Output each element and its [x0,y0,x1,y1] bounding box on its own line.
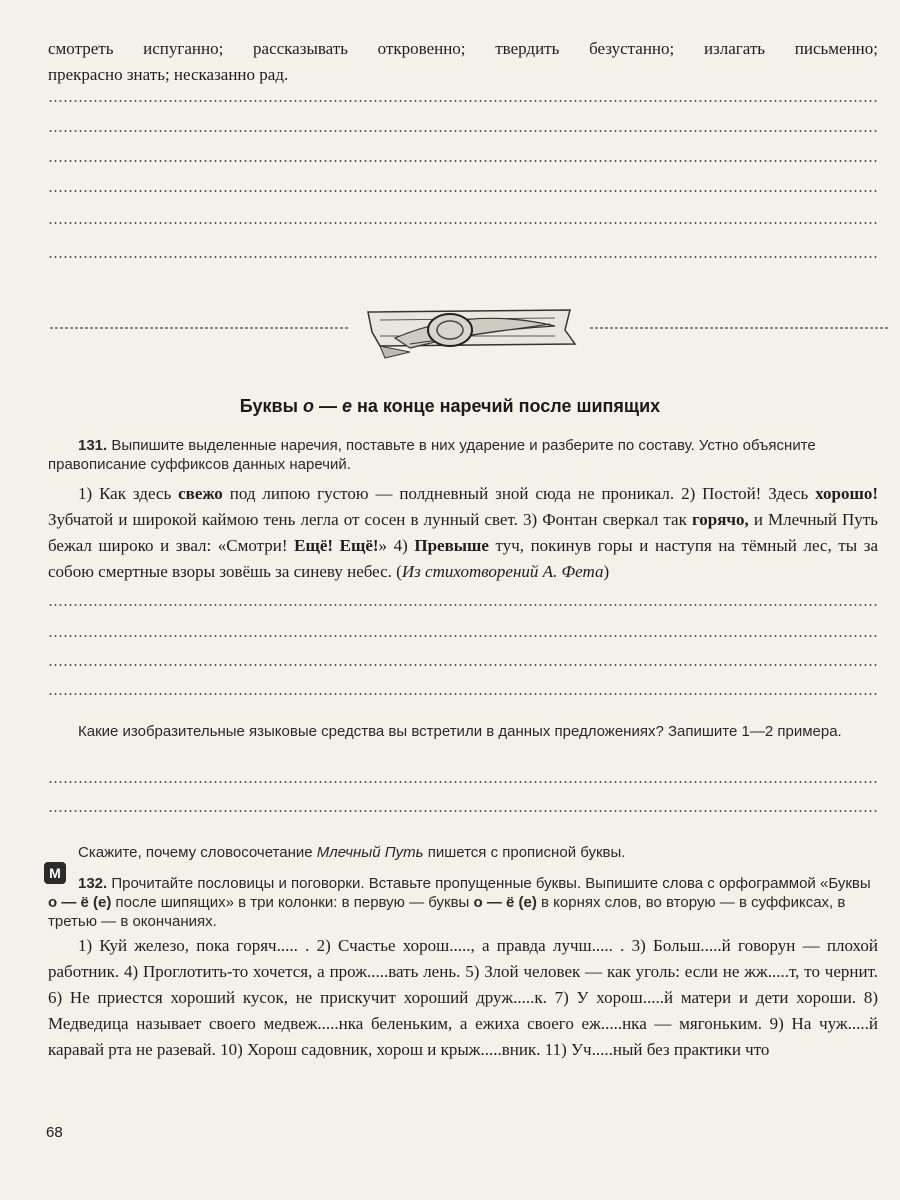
title-text: Буквы [239,396,303,416]
text-span: под липою густою — полдневный зной сюда не проникал. 2) Постой! Здесь [222,484,816,503]
text-span: 1) Как здесь [78,484,179,503]
answer-line[interactable] [48,781,878,783]
answer-line[interactable] [48,635,878,637]
top-line-2: прекрасно знать; несказанно рад. [48,65,289,84]
answer-line[interactable] [48,604,878,606]
exercise-131-question: Какие изобразительные языковые средства вы встретили в данных предложениях? Запишите 1—2 примера. [78,723,842,740]
source-citation: Из стихотворений А. Фета [401,562,604,581]
top-text [48,36,878,88]
exercise-131-text [48,481,878,585]
section-title [0,396,900,417]
answer-line[interactable] [48,256,878,258]
text-span: Зубчатой и широкой каймою тень легла от сосен в лунный свет. 3) Фонтан сверкал так [48,510,692,529]
title-letter-e: е [341,396,352,416]
answer-line[interactable] [48,664,878,666]
letter-pair: о — ё (е) [473,894,537,911]
text-span: и Млечный Путь бежал широко и звал: «Смотри! [48,510,878,555]
answer-line[interactable] [48,190,878,192]
highlighted-adverb: свежо [178,484,223,503]
title-text-end: на конце наречий после шипящих [352,396,661,416]
exercise-132-proverbs: 1) Куй железо, пока горяч..... . 2) Счастье хорош....., а правда лучш..... . 3) Больш.....й говорун — плохой работник. 4) Проглотить-то хочется, а прож.....вать лень. 5) Злой человек — как уголь: если не жж.....т, то чернит. 6) Не приестся хороший кусок, не прискучит хороший друж.....к. 7) У хорош.....й матери и дети хороши. 8) Медведица называет своего медвеж.....нка беленьким, а ежиха своего еж.....нка — мягоньким. 9) На чуж.....й каравай рта не разевай. 10) Хорош садовник, хорош и крыж.....вник. 11) Уч.....ный без практики что [48,936,878,1059]
text-span: » 4) [378,536,415,555]
highlighted-adverb: Ещё! Ещё! [294,536,379,555]
answer-line[interactable] [48,100,878,102]
text-span: ) [603,562,610,581]
text-span: Прочитайте пословицы и поговорки. Вставьте пропущенные буквы. Выпишите слова с орфограммой «Буквы [107,875,871,892]
text-span: туч, покинув горы и наступя на тёмный лес, ты за собою смертные взоры зовёшь за синеву небес. ( [48,536,878,581]
answer-line[interactable] [48,130,878,132]
exercise-132-instruction [48,874,878,931]
answer-line[interactable] [48,810,878,812]
letter-pair: о — ё (е) [48,894,112,911]
top-line-1: смотреть испуганно; рассказывать откровенно; твердить безустанно; излагать письменно; [48,39,878,58]
text-span: в корнях слов, во вторую — в суффиксах, в третью — в окончаниях. [48,894,846,930]
exercise-131-instruction [48,436,878,474]
highlighted-adverb: Превыше [414,536,489,555]
text-span: пишется с прописной буквы. [423,844,626,861]
text-span: Скажите, почему словосочетание [78,844,317,861]
italic-term: Млечный Путь [316,844,424,861]
highlighted-adverb: хорошо! [815,484,878,503]
answer-line[interactable] [48,693,878,695]
exercise-number: 132. [78,875,108,892]
answer-line[interactable] [48,222,878,224]
m-badge-icon: М [44,862,66,884]
exercise-131-question-2 [48,843,878,862]
title-letter-o: о [302,396,314,416]
page-number: 68 [46,1124,63,1141]
instruction-text: Выпишите выделенные наречия, поставьте в них ударение и разберите по составу. Устно объясните правописание суффиксов данных наречий. [48,437,816,473]
highlighted-adverb: горячо, [691,510,749,529]
answer-line[interactable] [48,160,878,162]
title-dash: — [313,396,342,416]
quill-emblem-icon [50,300,890,370]
text-span: после шипящих» в три колонки: в первую — буквы [111,894,474,911]
exercise-number: 131. [78,437,108,454]
